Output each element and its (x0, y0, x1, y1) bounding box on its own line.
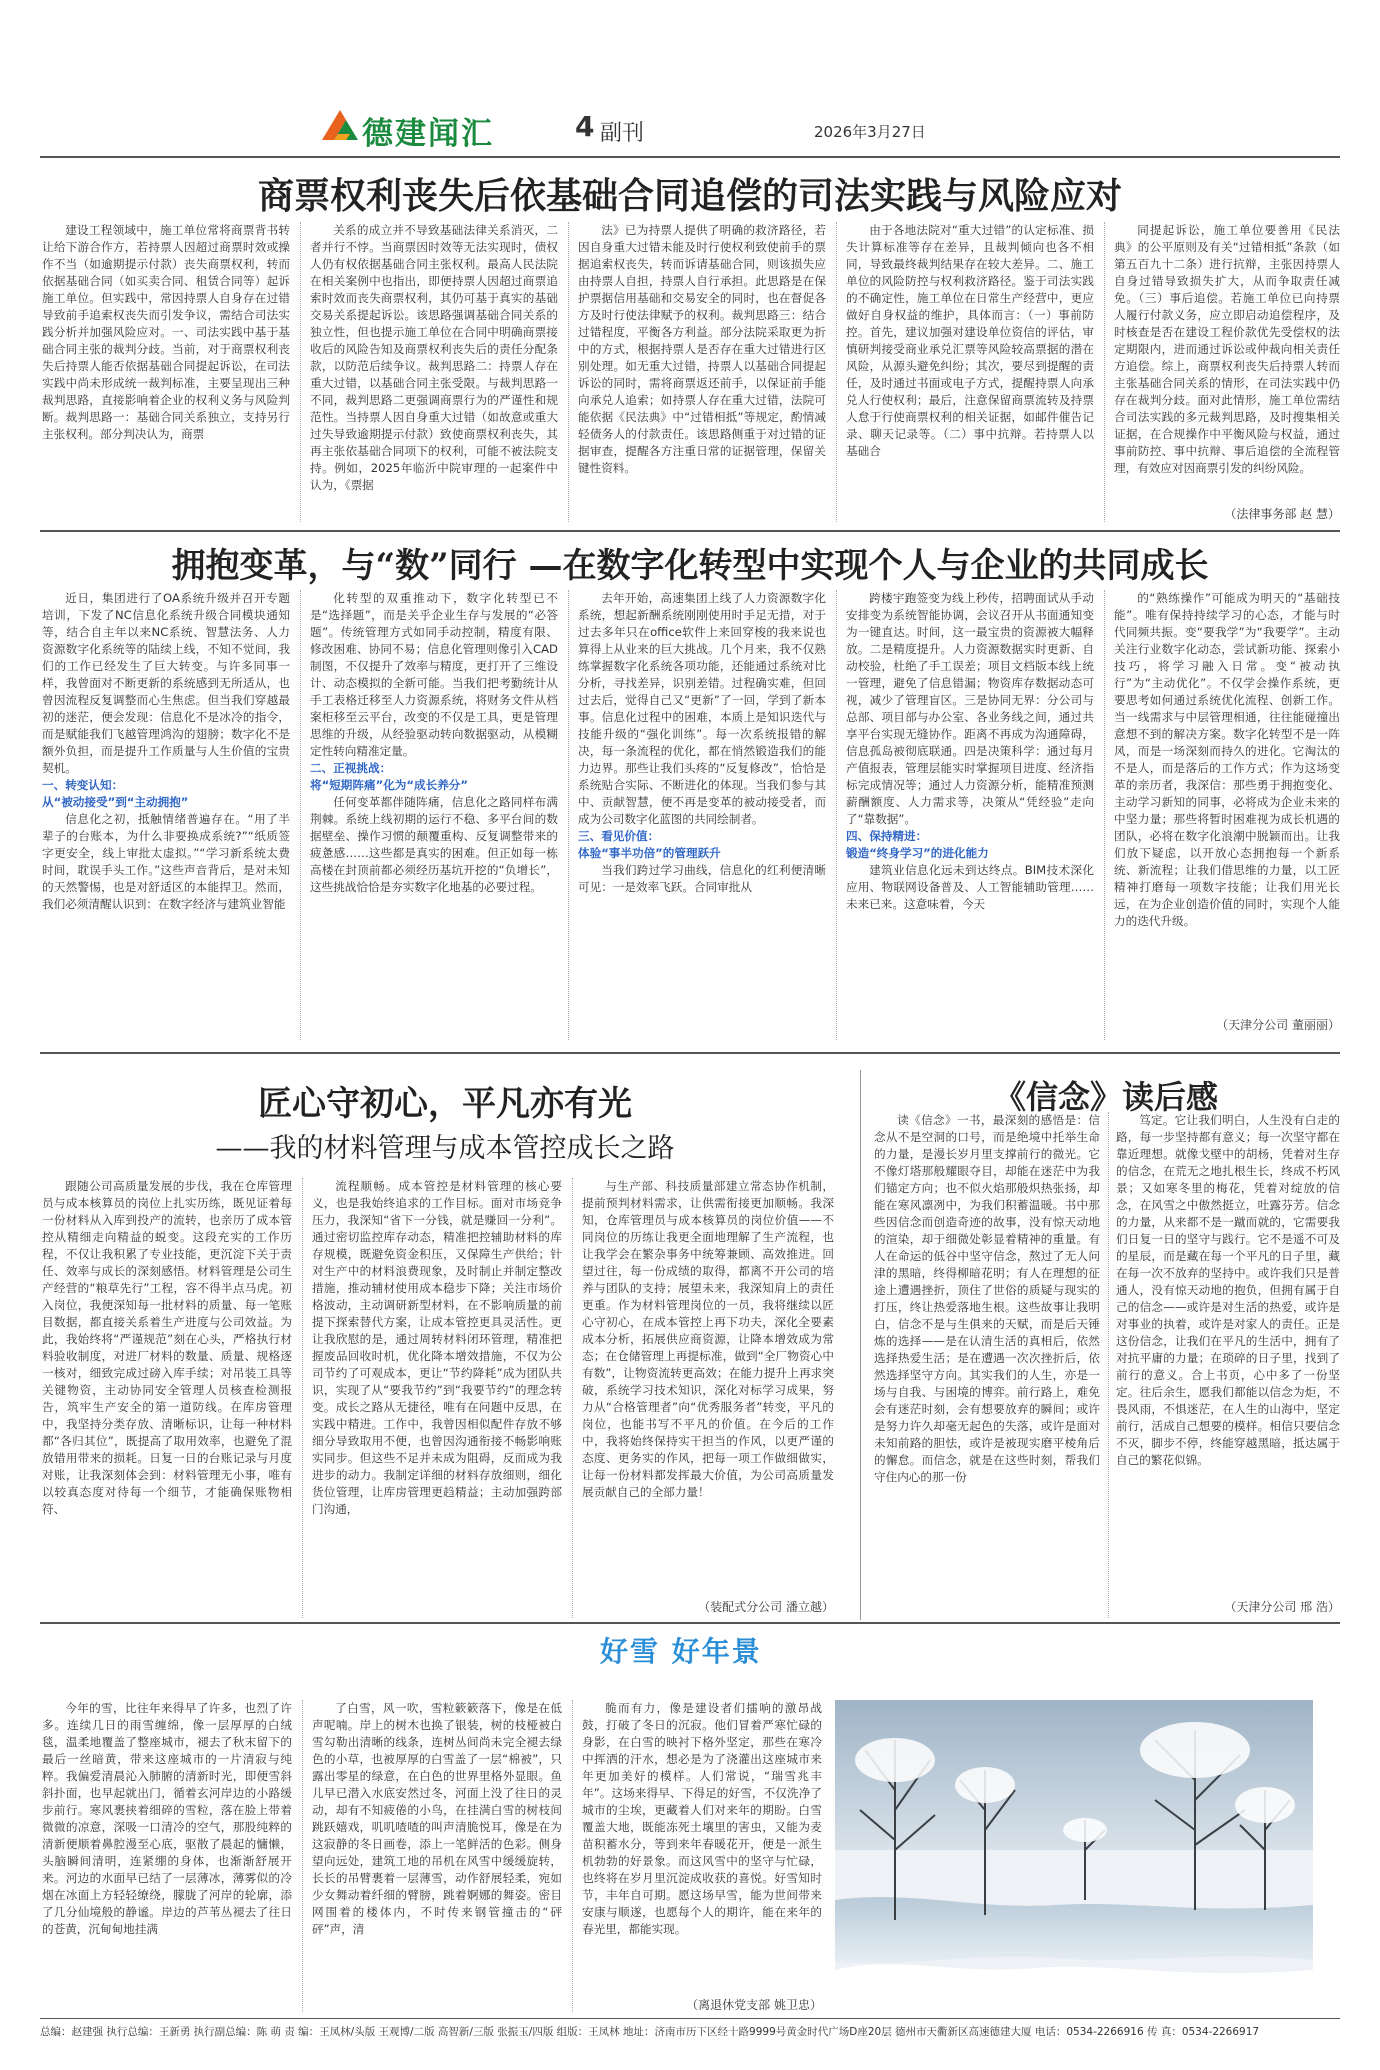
article1-col2: 关系的成立并不导致基础法律关系消灭，二者并行不悖。当商票因时效等无法实现时，债权人仍有权依据基础合同主张权利。最高人民法院在相关案例中也指出，即便持票人因超过商票追索时效而丧失商票权利，其仍可基于真实的基础交易关系提起诉讼。该思路强调基础合同关系的独立性，但也提示施工单位在合同中明确商票接收后的风险告知及商票权利丧失后的责任分配条款，以防范后续争议。裁判思路二：持票人存在重大过错，以基础合同主张受限。与裁判思路一不同，裁判思路二更强调商票行为的严谨性和规范性。当持票人因自身重大过错（如故意或重大过失导致逾期提示付款）致使商票权利丧失，其再主张依基础合同项下的权利，可能不被法院支持。例如，2025年临沂中院审理的一起案件中认为，《票据 (310, 223, 558, 492)
article1-col4: 由于各地法院对“重大过错”的认定标准、损失计算标准等存在差异，且裁判倾向也各不相同，导致最终裁判结果存在较大差异。二、施工单位的风险防控与权利救济路径。鉴于司法实践的不确定性，施工单位在日常生产经营中，更应做好自身权益的维护，具体而言：（一）事前防控。首先，建议加强对建设单位资信的评估，审慎研判接受商业承兑汇票等风险较高票据的潜在风险，从源头避免纠纷；其次，要尽到提醒的责任，及时通过书面或电子方式，提醒持票人向承兑人行使权利；最后，注意保留商票流转及持票人怠于行使商票权利的相关证据，如邮件催告记录、聊天记录等。（二）事中抗辩。若持票人以基础合 (846, 223, 1094, 458)
article5-byline: （离退休党支部 姚卫忠） (686, 1998, 822, 2012)
article5-title: 好雪 好年景 (600, 1635, 762, 1668)
issue-date: 2026年3月27日 (814, 123, 926, 141)
article2-col2: 化转型的双重推动下，数字化转型已不是“选择题”，而是关乎企业生存与发展的“必答题”。传统管理方式如同手动控制，精度有限、修改困难、协同不易；信息化管理则像引入CAD制图，不仅提升了效率与精度，更打开了三维设计、动态模拟的全新可能。当我们把考勤统计从手工表格迁移至人力资源系统，将财务文件从档案柜移至云平台，改变的不仅是工具，更是管理思维的升级，从经验驱动转向数据驱动，从模糊定性转向精准定量。 二、正视挑战： 将“短期阵痛”化为“成长养分” 任何变革都伴随阵痛，信息化之路同样布满荆棘。系统上线初期的运行不稳、多平台间的数据壁垒、操作习惯的颠覆重构、反复调整带来的疲惫感……这些都是真实的困难。但正如每一栋高楼在封顶前都必须经历基坑开挖的“负增长”，这些挑战恰恰是夯实数字化地基的必要过程。 (310, 591, 558, 894)
article1-col5: 同提起诉讼，施工单位要善用《民法典》的公平原则及有关“过错相抵”条款（如第五百九十二条）进行抗辩，主张因持票人自身过错导致损失扩大，从而争取责任减免。（三）事后追偿。若施工单位已向持票人履行付款义务，应立即启动追偿程序，及时核查是否在建设工程价款优先受偿权的法定期限内，进而通过诉讼或仲裁向相关责任方追偿。综上，商票权利丧失后持票人转而主张基础合同关系的情形，在司法实践中仍存在裁判分歧。面对此情形，施工单位需结合司法实践的多元裁判思路，及时搜集相关证据，在合规操作中平衡风险与权益，通过事前防控、事中抗辩、事后追偿的全流程管理，有效应对因商票引发的纠纷风险。 (1114, 223, 1340, 475)
logo-icon (320, 108, 360, 142)
article3-subtitle: ——我的材料管理与成本管控成长之路 (215, 1133, 675, 1164)
article2-subhead: 从“被动接受”到“主动拥抱” (42, 795, 189, 809)
page-number: 4 (575, 110, 595, 143)
footer-rule (40, 2018, 1340, 2019)
article2-byline: （天津分公司 董丽丽） (1216, 1018, 1340, 1032)
footer-credits: 总编：赵建强 执行总编：王新勇 执行副总编：陈 萌 责 编：王凤林/头版 王观博/二版 高智新/三版 张振玉/四版 组版：王凤林 地址：济南市历下区经十路9999号黄金时代广场D座20层 德州市天衢新区高速德建大厦 电话：0534-2266916 传 真：0534-2266917 (40, 2026, 1260, 2038)
column-divider (1104, 590, 1105, 1040)
paper-name: 德建闻汇 (362, 116, 494, 152)
column-divider (836, 222, 837, 522)
article5-col2: 了白雪，风一吹，雪粒簌簌落下，像是在低声呢喃。岸上的树木也换了银装，树的枝桠被白雪勾勒出清晰的线条，连树丛间尚未完全褪去绿色的小草，也被厚厚的白雪盖了一层“棉被”，只露出零星的绿意，在白色的世界里格外显眼。鱼儿早已潜入水底安然过冬，河面上没了往日的灵动，却有不知疲倦的小鸟，在挂满白雪的树枝间跳跃嬉戏，叽叽喳喳的叫声清脆悦耳，像是在为这寂静的冬日画卷，添上一笔鲜活的色彩。侧身望向远处，建筑工地的吊机在风雪中缓缓旋转，长长的吊臂裹着一层薄雪，动作舒展轻柔，宛如少女舞动着纤细的臂膀，跳着婀娜的舞姿。密目网围着的楼体内，不时传来钢管撞击的“砰砰”声，清 (312, 1701, 562, 1936)
page-kind: 副刊 (600, 121, 645, 146)
article5-col3: 脆而有力，像是建设者们擂响的激昂战鼓，打破了冬日的沉寂。他们冒着严寒忙碌的身影，在白雪的映衬下格外坚定，那些在寒冷中挥洒的汗水，想必是为了浇灌出这座城市来年更加美好的模样。人们常说，“瑞雪兆丰年”。这场来得早、下得足的好雪，不仅洗净了城市的尘埃，更藏着人们对来年的期盼。白雪覆盖大地，既能冻死土壤里的害虫，又能为麦苗积蓄水分，等到来年春暖花开，便是一派生机勃勃的好景象。而这风雪中的坚守与忙碌，也终将在岁月里沉淀成收获的喜悦。好雪知时节，丰年自可期。愿这场早雪，能为世间带来安康与顺遂，也愿每个人的期许，能在来年的春光里，都能实现。 (582, 1701, 822, 1936)
column-divider (302, 1178, 303, 1618)
article2-title: 拥抱变革，与“数”同行 —在数字化转型中实现个人与企业的共同成长 (171, 546, 1209, 586)
article2-subhead: 三、看见价值： (578, 829, 660, 843)
snow-river-photo (835, 1700, 1313, 2005)
column-divider (300, 590, 301, 1040)
article2-subhead: 锻造“终身学习”的进化能力 (846, 846, 989, 860)
article2-subhead: 将“短期阵痛”化为“成长养分” (310, 778, 469, 792)
article4-col1: 读《信念》一书，最深刻的感悟是：信念从不是空洞的口号，而是绝境中托举生命的力量，是漫长岁月里支撑前行的微光。它不像灯塔那般耀眼夺目，却能在迷茫中为我们锚定方向；也不似火焰那般炽热张扬，却能在寒风凛冽中，为我们积蓄温暖。书中那些因信念而创造奇迹的故事，没有惊天动地的渲染，却于细微处彰显着精神的重量。有人在命运的低谷中坚守信念，熬过了无人问津的黑暗，终得柳暗花明；有人在理想的征途上遭遇挫折，顶住了世俗的质疑与现实的打压，终让热爱落地生根。这些故事让我明白，信念不是与生俱来的天赋，而是后天锤炼的选择——是在认清生活的真相后，依然选择热爱生活；是在遭遇一次次挫折后，依然选择坚守方向。其实我们的人生，亦是一场与自我、与困境的博弈。前行路上，难免会有迷茫时刻，会有想要放弃的瞬间；或许是努力许久却毫无起色的失落，或许是面对未知前路的胆怯，或许是被现实磨平棱角后的懈怠。而信念，就是在这些时刻，帮我们守住内心的那一份 (874, 1113, 1100, 1484)
article3-byline: （装配式分公司 潘立越） (698, 1600, 834, 1614)
article5-col1: 今年的雪，比往年来得早了许多，也烈了许多。连续几日的雨雪缠绵，像一层厚厚的白绒毯，温柔地覆盖了整座城市，褪去了秋末留下的最后一丝暗黄，带来这座城市的一片清寂与纯粹。我偏爱清晨沁入肺腑的清新时光，即便雪斜斜扑面，也早起就出门，循着玄河岸边的小路缓步前行。寒风裹挟着细碎的雪粒，落在脸上带着微微的凉意，深吸一口清冷的空气，那股纯粹的清新便顺着鼻腔漫至心底，驱散了晨起的慵懒，头脑瞬间清明，连紧绷的身体，也渐渐舒展开来。河边的水面早已结了一层薄冰，薄雾似的冷烟在冰面上方轻轻缭绕，朦胧了河岸的轮廓，添了几分仙境般的静谧。岸边的芦苇丛褪去了往日的苍黄，沉甸甸地挂满 (42, 1701, 292, 1936)
column-divider (572, 1178, 573, 1618)
article2-subhead: 体验“事半功倍”的管理跃升 (578, 846, 721, 860)
section-divider (40, 1052, 1340, 1054)
article1-byline: （法律事务部 赵 慧） (1224, 507, 1340, 521)
column-divider (302, 1700, 303, 2012)
article3-col2: 流程顺畅。成本管控是材料管理的核心要义，也是我始终追求的工作目标。面对市场竞争压力，我深知“省下一分钱，就是赚回一分利”。通过密切监控库存动态，精准把控辅助材料的库存规模，既避免资金积压，又保障生产供给；针对生产中的材料浪费现象，及时制止并制定整改措施，推动辅材使用成本稳步下降；关注市场价格波动，主动调研新型材料，在不影响质量的前提下探索替代方案，让成本管控更具灵活性。更让我欣慰的是，通过周转材料闭环管理，精准把握废品回收时机，优化降本增效措施，不仅为公司节约了可观成本，更让“节约降耗”成为团队共识，实现了从“要我节约”到“我要节约”的理念转变。成长之路从无捷径，唯有在问题中反思，在实践中精进。工作中，我曾因相似配件存放不够细分导致取用不便，也曾因沟通衔接不畅影响账实同步。但这些不足并未成为阻碍，反而成为我进步的动力。我制定详细的材料存放细则，细化货位管理，让库房管理更趋精益；主动加强跨部门沟通， (312, 1179, 562, 1516)
column-divider (1104, 222, 1105, 522)
article1-title: 商票权利丧失后依基础合同追偿的司法实践与风险应对 (257, 175, 1122, 217)
article4-col2: 笃定。它让我们明白，人生没有白走的路，每一步坚持都有意义；每一次坚守都在靠近理想。就像戈壁中的胡杨，凭着对生存的信念，在荒无之地扎根生长，终成不朽风景；又如寒冬里的梅花，凭着对绽放的信念，在风雪之中傲然挺立，吐露芬芳。信念的力量，从来都不是一蹴而就的，它需要我们日复一日的坚守与践行。它不是遥不可及的星辰，而是藏在每一个平凡的日子里，藏在每一次不放弃的坚持中。或许我们只是普通人，没有惊天动地的抱负，但拥有属于自己的信念——或许是对生活的热爱，或许是对事业的执着，或许是对家人的责任。正是这份信念，让我们在平凡的生活中，拥有了对抗平庸的力量；在琐碎的日子里，找到了前行的意义。合上书页，心中多了一份坚定。往后余生，愿我们都能以信念为炬，不畏风雨，不惧迷茫，在人生的山海中，坚定前行，活成自己想要的模样。相信只要信念不灭，脚步不停，终能穿越黑暗，抵达属于自己的繁花似锦。 (1116, 1113, 1340, 1467)
column-divider (568, 590, 569, 1040)
section-divider (40, 1622, 1340, 1624)
article4-byline: （天津分公司 邢 浩） (1224, 1600, 1340, 1614)
column-divider (568, 222, 569, 522)
article3-col1: 跟随公司高质量发展的步伐，我在仓库管理员与成本核算员的岗位上扎实历练，既见证着每一份材料从入库到投产的流转，也亲历了成本管控从精细走向精益的蜕变。这段充实的工作历程，不仅让我积累了专业技能，更沉淀下关于责任、效率与成长的深刻感悟。材料管理是公司生产经营的“粮草先行”工程，容不得半点马虎。初入岗位，我便深知每一批材料的质量、每一笔账目数据，都直接关系着生产进度与公司效益。为此，我始终将“严谨规范”刻在心头，严格执行材料验收制度，对进厂材料的数量、质量、规格逐一核对，细致完成过磅入库手续；对吊装工具等关键物资，主动协同安全管理人员核查检测报告，筑牢生产安全的第一道防线。在库房管理中，我坚持分类存放、清晰标识，让每一种材料都“各归其位”，既提高了取用效率，也避免了混放错用带来的损耗。日复一日的台账记录与月度对账，让我深刻体会到：材料管理无小事，唯有以较真态度对待每一个细节，才能确保账物相符、 (42, 1179, 292, 1516)
column-divider (836, 590, 837, 1040)
section-divider-vertical (860, 1070, 861, 1620)
snow-landscape-image (835, 1700, 1313, 2005)
column-divider (572, 1700, 573, 2012)
article2-col3: 去年开始，高速集团上线了人力资源数字化系统，想起新酬系统刚刚使用时手足无措，对于过去多年只在office软件上来回穿梭的我来说也算得上从业来的巨大挑战。几个月来，我不仅熟练掌握数字化系统各项功能，还能通过系统对比分析，寻找差异，识别差错。过程确实难，但回过去后，觉得自己又“更新”了一回，学到了新本事。信息化过程中的困难，本质上是知识迭代与技能升级的“强化训练”。每一次系统报错的解决，每一条流程的优化，都在悄然锻造我们的能力边界。那些让我们头疼的“反复修改”，恰恰是系统贴合实际、不断进化的体现。当我们参与其中、贡献智慧，便不再是变革的被动接受者，而成为公司数字化蓝图的共同绘制者。 三、看见价值： 体验“事半功倍”的管理跃升 当我们跨过学习曲线，信息化的红利便清晰可见：一是效率飞跃。合同审批从 (578, 591, 826, 894)
article3-col3: 与生产部、科技质量部建立常态协作机制，提前预判材料需求，让供需衔接更加顺畅。我深知，仓库管理员与成本核算员的岗位价值——不同岗位的历练让我更全面地理解了生产流程，也让我学会在繁杂事务中统筹兼顾、高效推进。回望过往，每一份成绩的取得，都离不开公司的培养与团队的支持；展望未来，我深知肩上的责任更重。作为材料管理岗位的一员，我将继续以匠心守初心，在成本管控上再下功夫，深化全要素成本分析，拓展供应商资源，让降本增效成为常态；在仓储管理上再提标准，做到“全厂物资心中有数”，让物资流转更高效；在能力提升上再求突破，系统学习技术知识，深化对标学习成果，努力从“合格管理者”向“优秀服务者”转变，平凡的岗位，也能书写不平凡的价值。在今后的工作中，我将始终保持实干担当的作风，以更严谨的态度、更务实的作风，把每一项工作做细做实，让每一份材料都发挥最大价值，为公司高质量发展贡献自己的全部力量！ (582, 1179, 834, 1499)
article2-subhead: 四、保持精进： (846, 829, 928, 843)
article2-col5: 的“熟练操作”可能成为明天的“基础技能”。唯有保持持续学习的心态，才能与时代同频共振。变“要我学”为“我要学”。主动关注行业数字化动态，尝试新功能、探索小技巧，将学习融入日常。变“被动执行”为“主动优化”。不仅学会操作系统，更要思考如何通过系统优化流程、创新工作。当一线需求与中层管理相通，往往能碰撞出意想不到的解决方案。数字化转型不是一阵风，而是一场深刻而持久的进化。它淘汰的不是人，而是落后的工作方式；作为这场变革的亲历者，我深信：那些勇于拥抱变化、主动学习新知的同事，必将成为企业未来的中坚力量；那些将暂时困难视为成长机遇的团队，必将在数字化浪潮中脱颖而出。让我们放下疑虑，以开放心态拥抱每一个新系统、新流程；让我们借思维的力量，以工匠精神打磨每一项数字技能；让我们用光长远，在为企业创造价值的同时，实现个人能力的迭代升级。 (1114, 591, 1340, 928)
article1-col1: 建设工程领域中，施工单位常将商票背书转让给下游合作方，若持票人因超过商票时效或操作不当（如逾期提示付款）丧失商票权利，转而依据基础合同（如买卖合同、租赁合同等）起诉施工单位。但实践中，常因持票人自身存在过错导致前手追索权丧失而引发争议，需结合司法实践分析并加强风险应对。一、司法实践中基于基础合同主张的裁判分歧。当前，对于商票权利丧失后持票人能否依据基础合同提起诉讼，在司法实践中尚未形成统一裁判标准，主要呈现出三种裁判思路，直接影响着企业的权利义务与风险判断。裁判思路一：基础合同关系独立，支持另行主张权利。部分判决认为，商票 (42, 223, 290, 441)
article2-col1: 近日，集团进行了OA系统升级并召开专题培训，下发了NC信息化系统升级合同模块通知等，结合自主年以来NC系统、智慧法务、人力资源数字化系统等的陆续上线，不知不觉间，我们的工作已经发生了巨大转变。与许多同事一样，我曾面对不断更新的系统感到无所适从，也曾因流程反复调整而心生焦虑。但当我们穿越最初的迷茫，便会发现：信息化不是冰冷的指令，而是赋能我们飞越管理鸿沟的翅膀；数字化不是额外负担，而是提升工作质量与人生价值的宝贵契机。 一、转变认知： 从“被动接受”到“主动拥抱” 信息化之初，抵触情绪普遍存在。“用了半辈子的台账本，为什么非要换成系统?”“纸质签字更安全，线上审批太虚拟。”“学习新系统太费时间，耽误手头工作。”这些声音背后，是对未知的天然警惕，也是对舒适区的本能捍卫。然而，我们必须清醒认识到：在数字经济与建筑业智能 (42, 591, 290, 911)
masthead (0, 0, 1380, 160)
column-divider (1108, 1112, 1109, 1618)
article2-col4: 跨楼宇跑签变为线上秒传，招聘面试从手动安排变为系统智能协调，会议召开从书面通知变为一键直达。时间，这一最宝贵的资源被大幅释放。二是精度提升。人力资源数据实时更新、自动校验，杜绝了手工误差；项目文档版本线上统一管理，避免了信息错漏；物资库存数据动态可视，减少了管理盲区。三是协同无界：分公司与总部、项目部与办公室、各业务线之间，通过共享平台实现无缝协作。距离不再成为沟通障碍，信息孤岛被彻底联通。四是决策科学：通过每月产值报表，管理层能实时掌握项目进度、经济指标完成情况等；通过人力资源分析，能精准预测薪酬额度、人力需求等，决策从“凭经验”走向了“靠数据”。 四、保持精进： 锻造“终身学习”的进化能力 建筑业信息化远未到达终点。BIM技术深化应用、物联网设备普及、人工智能辅助管理……未来已来。这意味着，今天 (846, 591, 1094, 911)
article3-title: 匠心守初心，平凡亦有光 (258, 1084, 632, 1124)
article2-subhead: 一、转变认知： (42, 778, 124, 792)
masthead-rule (40, 156, 1340, 158)
article4-title: 《信念》读后感 (993, 1078, 1218, 1116)
column-divider (300, 222, 301, 522)
section-divider (40, 530, 1340, 532)
article1-col3: 法》已为持票人提供了明确的救济路径，若因自身重大过错未能及时行使权利致使前手的票据追索权丧失，转而诉请基础合同，则该损失应由持票人自担，持票人自行承担。此思路是在保护票据信用基础和交易安全的同时，也在督促各方及时行使法律赋予的权利。裁判思路三：结合过错程度，平衡各方利益。部分法院采取更为折中的方式，根据持票人是否存在重大过错进行区别处理。如无重大过错，持票人以基础合同提起诉讼的同时，需将商票返还前手，以保证前手能向承兑人追索；如持票人存在重大过错，法院可能依据《民法典》中“过错相抵”等规定，酌情减轻债务人的付款责任。该思路侧重于对过错的证据审查，提醒各方注重日常的证据管理，保留关键性资料。 (578, 223, 826, 475)
article2-subhead: 二、正视挑战： (310, 761, 392, 775)
